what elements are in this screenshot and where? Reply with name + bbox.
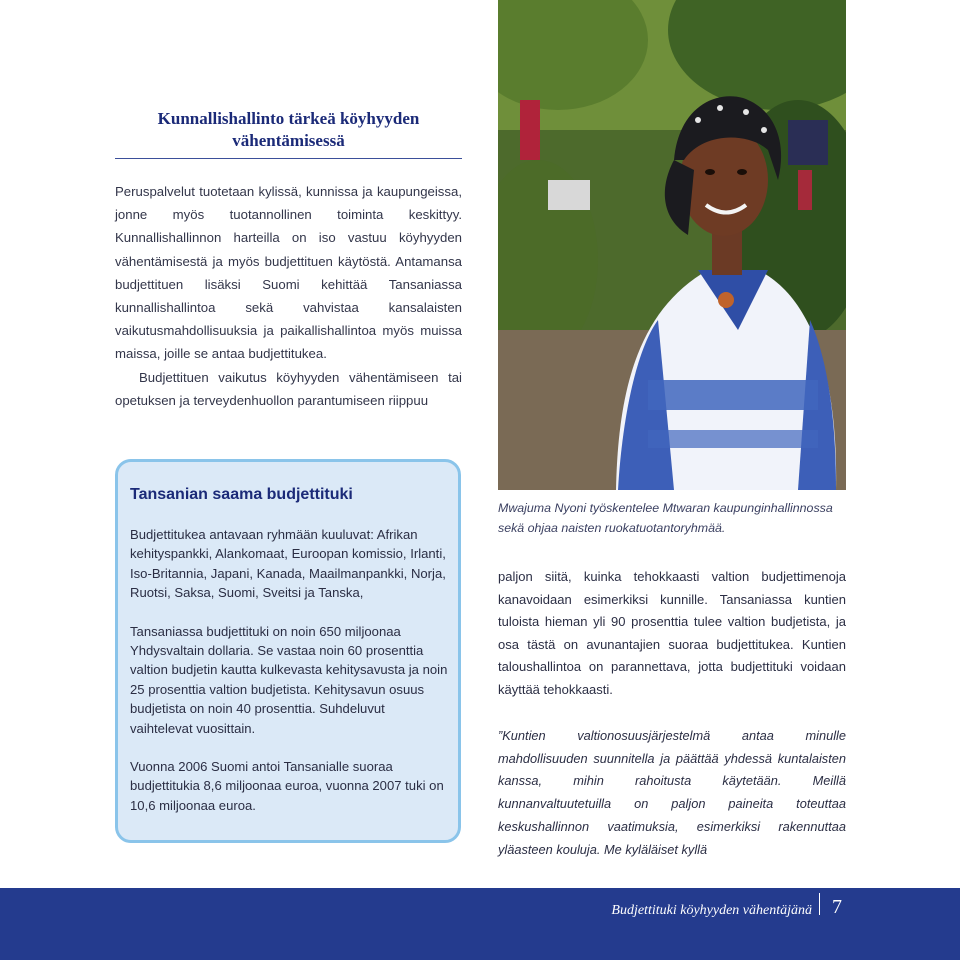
portrait-photo	[498, 0, 846, 490]
info-box-paragraph-2: Tansaniassa budjettituki on noin 650 miljoonaa Yhdysvaltain dollaria. Se vastaa noin 60 prosenttia valtion budjetin kautta kulkevasta kehitysavusta ja noin 25 prosenttia valtion budjetista. Kehitysavun osuus budjetista on noin 40 prosenttia. Suhdeluvut vaihtelevat vuosittain.	[130, 623, 448, 736]
heading-rule	[115, 158, 462, 159]
right-paragraph: paljon siitä, kuinka tehokkaasti valtion budjettimenoja kanavoidaan esimerkiksi kunnille. Tansaniassa kuntien tuloista hieman yli 90 prosenttia tulee valtion budjetista, ja osa tästä on avunantajien suoraa budjettitukea. Kuntien taloushallintoa on parannettava, jotta budjettituki voidaan käyttää tehokkaasti.	[498, 569, 846, 697]
footer-separator	[819, 893, 820, 915]
heading-line-2: vähentämisessä	[232, 131, 345, 150]
footer-title: Budjettituki köyhyyden vähentäjänä	[611, 903, 812, 918]
info-box-paragraph-3: Vuonna 2006 Suomi antoi Tansanialle suoraa budjettitukia 8,6 miljoonaa euroa, vuonna 2007 tuki on 10,6 miljoonaa euroa.	[130, 759, 444, 813]
article-heading	[115, 108, 462, 152]
footer-band	[0, 888, 960, 960]
info-box-title: Tansanian saama budjettituki	[130, 486, 353, 503]
page-number: 7	[832, 896, 842, 918]
body-paragraph-2: Budjettituen vaikutus köyhyyden vähentämiseen tai opetuksen ja terveydenhuollon parantumiseen riippuu	[115, 369, 462, 408]
info-box-paragraph-1: Budjettitukea antavaan ryhmään kuuluvat: Afrikan kehityspankki, Alankomaat, Euroopan komissio, Irlanti, Iso-Britannia, Japani, Kanada, Maailmanpankki, Norja, Ruotsi, Saksa, Suomi, Sveitsi ja Tanska,	[130, 527, 446, 601]
quote-text: ”Kuntien valtionosuusjärjestelmä antaa minulle mahdollisuuden suunnitella ja päättää yhdessä kuntalaisten kanssa, mihin rahoitusta käytetään. Meillä kunnanvaltuutetuilla on paljon paineita toteuttaa keskushallinnon vaatimuksia, esimerkiksi rakennuttaa yläasteen kouluja. Me kyläläiset kyllä	[498, 728, 846, 857]
info-box	[115, 459, 461, 843]
body-paragraph-1: Peruspalvelut tuotetaan kylissä, kunnissa ja kaupungeissa, jonne myös tuotannollinen toiminta keskittyy. Kunnallishallinnon harteilla on iso vastuu köyhyyden vähentämisestä ja myös budjettituen käytöstä. Antamansa budjettituen lisäksi Suomi kehittää Tansaniassa kunnallishallintoa sekä vahvistaa kansalaisten vaikutusmahdollisuuksia ja paikallishallintoa myös muissa maissa, joille se antaa budjettitukea.	[115, 184, 462, 362]
right-column-text	[498, 566, 846, 702]
heading-line-1: Kunnallishallinto tärkeä köyhyyden	[157, 109, 420, 128]
article-body	[115, 180, 462, 412]
photo-caption: Mwajuma Nyoni työskentelee Mtwaran kaupunginhallinnossa sekä ohjaa naisten ruokatuotantoryhmää.	[498, 501, 833, 535]
